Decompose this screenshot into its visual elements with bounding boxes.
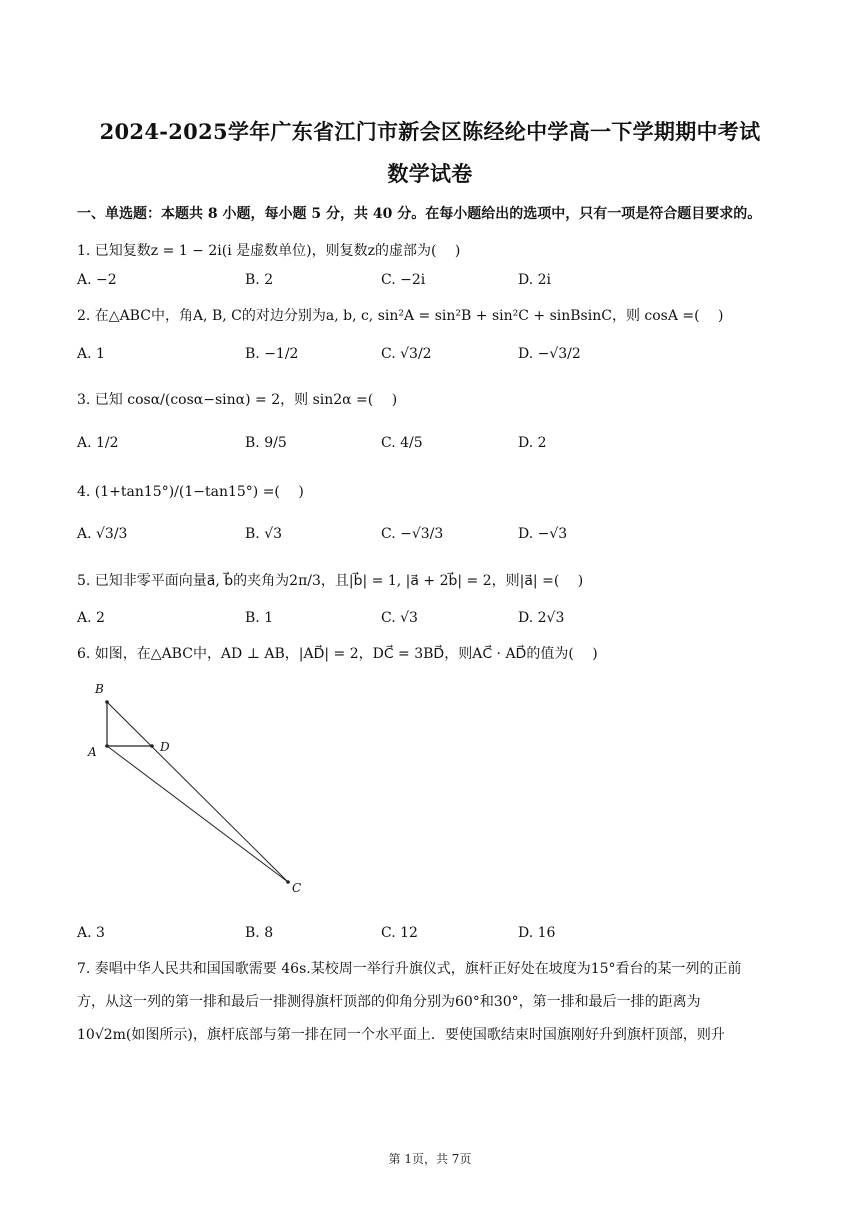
label-a: A — [88, 745, 97, 759]
point-a — [105, 744, 109, 748]
option-c: C. √3 — [381, 610, 418, 626]
option-row — [77, 272, 777, 296]
triangle-figure — [80, 678, 320, 898]
option-b: B. 2 — [245, 272, 274, 288]
question-stem: 3. 已知 cosα/(cosα−sinα) = 2，则 sin2α =( ) — [77, 392, 398, 408]
option-b: B. 8 — [245, 925, 274, 941]
option-row — [77, 610, 777, 634]
option-c: C. −√3/3 — [381, 526, 444, 542]
option-b: B. −1/2 — [245, 346, 299, 362]
page-footer: 第 1页，共 7页 — [388, 1152, 472, 1166]
section-heading: 一、单选题：本题共 8 小题，每小题 5 分，共 40 分。在每小题给出的选项中，只有一项是符合题目要求的。 — [77, 206, 762, 222]
question-stem: 6. 如图，在△ABC中，AD ⊥ AB，|AD⃗| = 2，DC⃗ = 3BD⃗，则AC⃗ · AD⃗的值为( ) — [77, 646, 598, 662]
option-c: C. 12 — [381, 925, 418, 941]
option-d: D. −√3/2 — [518, 346, 581, 362]
option-d: D. 2i — [518, 272, 552, 288]
segment-bc — [107, 702, 288, 882]
option-row — [77, 925, 777, 949]
point-b — [105, 700, 109, 704]
exam-title-line2: 数学试卷 — [387, 161, 473, 186]
option-d: D. 2√3 — [518, 610, 565, 626]
point-c — [286, 880, 290, 884]
point-d — [150, 744, 154, 748]
question-stem: 2. 在△ABC中，角A, B, C的对边分别为a, b, c, sin²A = sin²B + sin²C + sinBsinC，则 cosA =( ) — [77, 308, 724, 324]
option-d: D. −√3 — [518, 526, 568, 542]
option-a: A. 2 — [77, 610, 105, 626]
option-b: B. √3 — [245, 526, 283, 542]
question-stem: 1. 已知复数z = 1 − 2i(i 是虚数单位)，则复数z的虚部为( ) — [77, 243, 461, 259]
option-c: C. −2i — [381, 272, 426, 288]
label-d: D — [160, 740, 170, 754]
option-row — [77, 526, 777, 550]
option-c: C. 4/5 — [381, 435, 423, 451]
option-a: A. 3 — [77, 925, 105, 941]
option-c: C. √3/2 — [381, 346, 432, 362]
option-row — [77, 435, 777, 459]
question-stem: 5. 已知非零平面向量a⃗, b⃗的夹角为2π/3，且|b⃗| = 1, |a⃗ + 2b⃗| = 2，则|a⃗| =( ) — [77, 573, 584, 589]
question-7-line2: 方，从这一列的第一排和最后一排测得旗杆顶部的仰角分别为60°和30°，第一排和最后一排的距离为 — [77, 994, 701, 1010]
option-a: A. √3/3 — [77, 526, 128, 542]
option-d: D. 2 — [518, 435, 547, 451]
option-a: A. −2 — [77, 272, 117, 288]
option-d: D. 16 — [518, 925, 556, 941]
option-row — [77, 346, 777, 370]
question-7-line1: 7. 奏唱中华人民共和国国歌需要 46s.某校周一举行升旗仪式，旗杆正好处在坡度为15°看台的某一列的正前 — [77, 961, 742, 977]
label-b: B — [95, 682, 104, 696]
option-b: B. 1 — [245, 610, 274, 626]
question-7-line3: 10√2m(如图所示)，旗杆底部与第一排在同一个水平面上．要使国歌结束时国旗刚好升到旗杆顶部，则升 — [77, 1027, 725, 1043]
question-stem: 4. (1+tan15°)/(1−tan15°) =( ) — [77, 484, 304, 500]
option-a: A. 1 — [77, 346, 105, 362]
option-a: A. 1/2 — [77, 435, 119, 451]
segment-ac — [107, 746, 288, 882]
option-b: B. 9/5 — [245, 435, 287, 451]
exam-title-line1: 2024-2025学年广东省江门市新会区陈经纶中学高一下学期期中考试 — [99, 119, 761, 144]
label-c: C — [292, 881, 302, 895]
